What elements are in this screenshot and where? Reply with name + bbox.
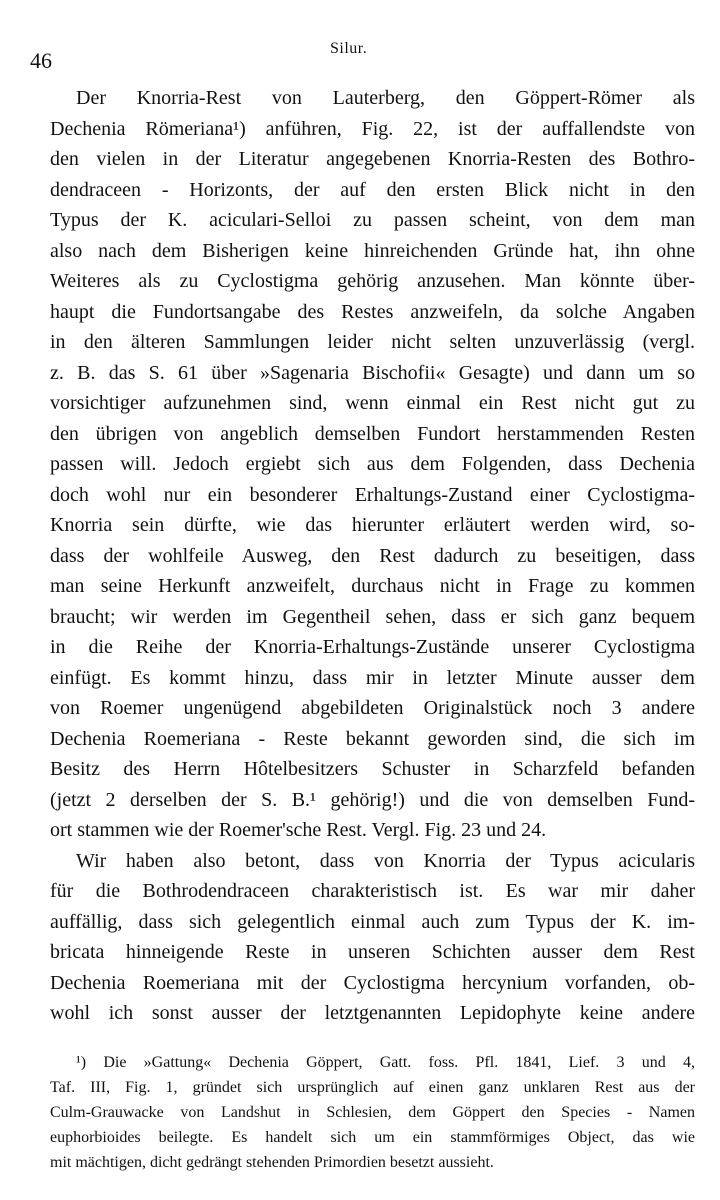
text-line: einfügt. Es kommt hinzu, dass mir in letzter Minute ausser dem: [50, 666, 695, 689]
text-line: dass der wohlfeile Ausweg, den Rest dadurch zu beseitigen, dass: [50, 544, 695, 567]
footnote-line: Taf. III, Fig. 1, gründet sich ursprünglich auf einen ganz unklaren Rest aus der: [50, 1079, 695, 1096]
text-line: Weiteres als zu Cyclostigma gehörig anzusehen. Man könnte über-: [50, 270, 695, 292]
text-line: in die Reihe der Knorria-Erhaltungs-Zustände unserer Cyclostigma: [50, 636, 695, 658]
footnotes: [50, 1050, 695, 1175]
text-line: passen will. Jedoch ergiebt sich aus dem Folgenden, dass Dechenia: [50, 453, 695, 475]
text-line: man seine Herkunft anzweifelt, durchaus nicht in Frage zu kommen: [50, 575, 695, 597]
text-line: haupt die Fundortsangabe des Restes anzweifeln, da solche Angaben: [50, 300, 695, 323]
text-line: Der Knorria-Rest von Lauterberg, den Göppert-Römer als: [76, 87, 695, 109]
text-line: vorsichtiger aufzunehmen sind, wenn einmal ein Rest nicht gut zu: [50, 392, 695, 414]
text-line: ort stammen wie der Roemer'sche Rest. Vergl. Fig. 23 und 24.: [50, 819, 547, 841]
text-line: Besitz des Herrn Hôtelbesitzers Schuster in Scharzfeld befanden: [50, 758, 695, 780]
text-line: (jetzt 2 derselben der S. B.¹ gehörig!) und die von demselben Fund-: [50, 788, 695, 811]
text-line: braucht; wir werden im Gegentheil sehen, dass er sich ganz bequem: [50, 605, 695, 628]
running-head: Silur.: [330, 40, 368, 57]
text-line: Dechenia Roemeriana - Reste bekannt geworden sind, die sich im: [50, 727, 695, 750]
text-line: bricata hinneigende Reste in unseren Schichten ausser dem Rest: [50, 941, 695, 963]
text-line: also nach dem Bisherigen keine hinreichenden Gründe hat, ihn ohne: [50, 239, 695, 262]
text-line: doch wohl nur ein besonderer Erhaltungs-Zustand einer Cyclostigma-: [50, 483, 695, 506]
footnote-line: Culm-Grauwacke von Landshut in Schlesien, dem Göppert den Species - Namen: [50, 1104, 695, 1121]
text-line: Wir haben also betont, dass von Knorria der Typus acicularis: [76, 849, 695, 872]
text-line: den übrigen von angeblich demselben Fundort herstammenden Resten: [50, 422, 695, 445]
text-line: Dechenia Römeriana¹) anführen, Fig. 22, ist der auffallendste von: [50, 117, 695, 140]
text-line: für die Bothrodendraceen charakteristisch ist. Es war mir daher: [50, 880, 695, 902]
text-line: Typus der K. aciculari-Selloi zu passen scheint, von dem man: [50, 209, 695, 231]
text-line: Knorria sein dürfte, wie das hierunter erläutert werden wird, so-: [50, 514, 695, 536]
text-line: z. B. das S. 61 über »Sagenaria Bischofii« Gesagte) und dann um so: [50, 361, 695, 384]
footnote-line: euphorbioides beilegte. Es handelt sich um ein stammförmiges Object, das wie: [50, 1129, 695, 1146]
text-line: in den älteren Sammlungen leider nicht selten unzuverlässig (vergl.: [50, 331, 695, 353]
footnote-line: ¹) Die »Gattung« Dechenia Göppert, Gatt. foss. Pfl. 1841, Lief. 3 und 4,: [76, 1054, 695, 1071]
footnote-line: mit mächtigen, dicht gedrängt stehenden Primordien besetzt aussieht.: [50, 1154, 494, 1171]
text-line: dendraceen - Horizonts, der auf den ersten Blick nicht in den: [50, 178, 695, 201]
body-text: [50, 83, 695, 1029]
text-line: von Roemer ungenügend abgebildeten Originalstück noch 3 andere: [50, 697, 695, 719]
text-line: wohl ich sonst ausser der letztgenannten Lepidophyte keine andere: [50, 1002, 695, 1024]
page-number: 46: [30, 48, 52, 73]
text-line: auffällig, dass sich gelegentlich einmal auch zum Typus der K. im-: [50, 910, 695, 933]
text-line: Dechenia Roemeriana mit der Cyclostigma hercynium vorfanden, ob-: [50, 971, 695, 994]
text-line: den vielen in der Literatur angegebenen Knorria-Resten des Bothro-: [50, 148, 695, 170]
